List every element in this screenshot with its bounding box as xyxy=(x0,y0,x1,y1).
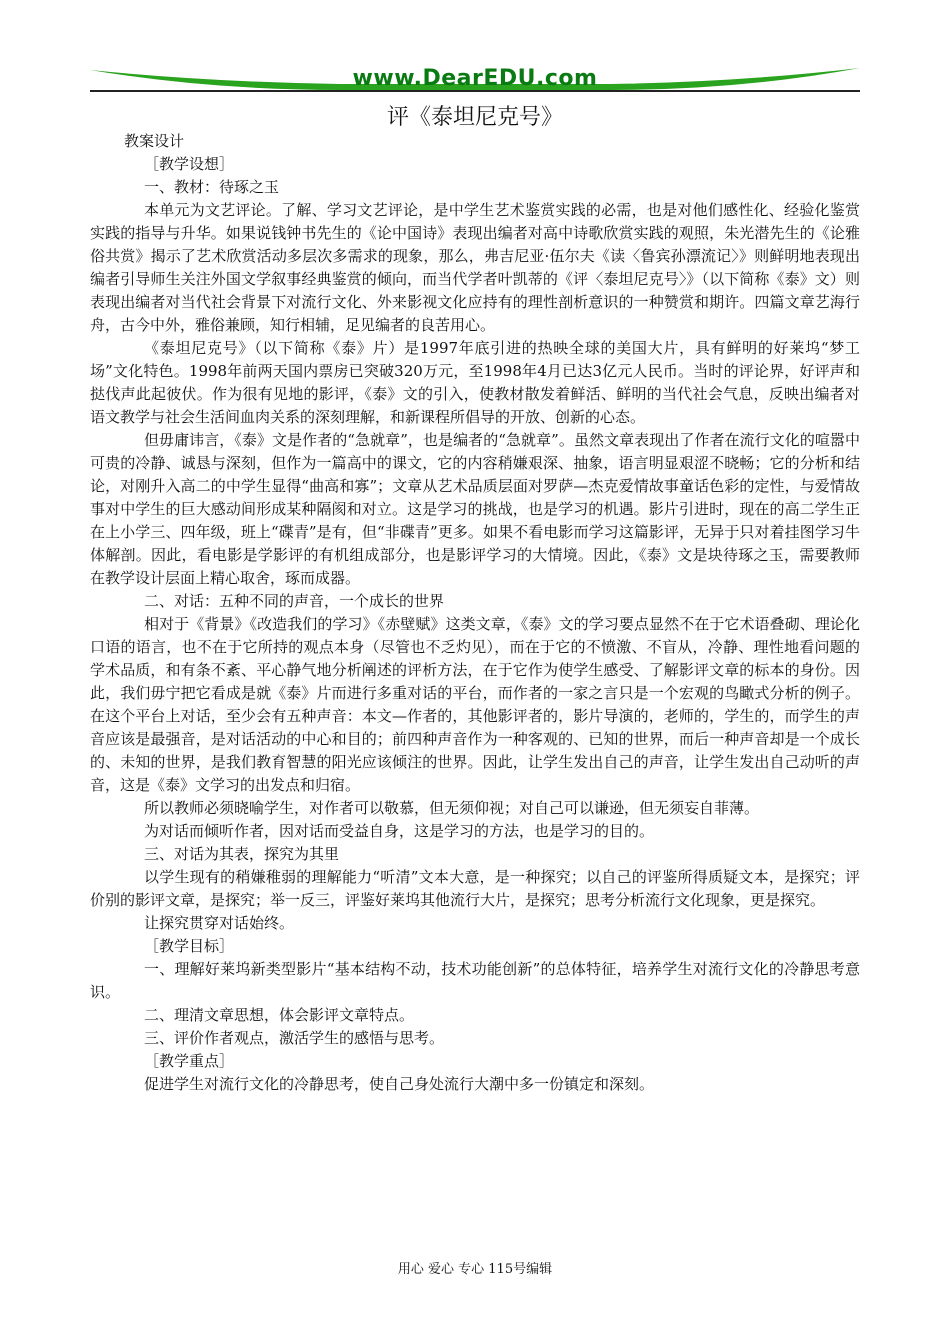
paragraph: 三、评价作者观点，激活学生的感悟与思考。 xyxy=(144,1029,445,1047)
paragraph: ［教学设想］ xyxy=(144,155,235,173)
paragraph: ［教学重点］ xyxy=(144,1052,235,1070)
section-label: 教案设计 xyxy=(124,132,185,150)
paragraph: 但毋庸讳言，《泰》文是作者的“急就章”，也是编者的“急就章”。虽然文章表现出了作者在流行文化的喧嚣中可贵的冷静、诚恳与深刻，但作为一篇高中的课文，它的内容稍嫌艰深、抽象，语言明显艰涩不晓畅；它的分析和结论，对刚升入高二的中学生显得“曲高和寡”；文章从艺术品质层面对罗萨—杰克爱情故事童话色彩的定性，与爱情故事对中学生的巨大感动间形成某种隔阂和对立。这是学习的挑战，也是学习的机遇。影片引进时，现在的高二学生正在上小学三、四年级，班上“碟青”是有，但“非碟青”更多。如果不看电影而学习这篇影评，无异于只对着挂图学习牛体解剖。因此，看电影是学影评的有机组成部分，也是影评学习的大情境。因此，《泰》文是块待琢之玉，需要教师在教学设计层面上精心取舍，琢而成器。 xyxy=(90,431,860,587)
paragraph: 让探究贯穿对话始终。 xyxy=(144,914,295,932)
paragraph: 为对话而倾听作者，因对话而受益自身，这是学习的方法，也是学习的目的。 xyxy=(144,822,655,840)
paragraph: 一、理解好莱坞新类型影片“基本结构不动，技术功能创新”的总体特征，培养学生对流行文化的冷静思考意识。 xyxy=(90,960,860,1001)
paragraph: 三、对话为其表，探究为其里 xyxy=(144,845,340,863)
paragraph: ［教学目标］ xyxy=(144,937,235,955)
paragraph-list xyxy=(90,153,860,1096)
paragraph: 一、教材：待琢之玉 xyxy=(144,178,280,196)
document-title: 评《泰坦尼克号》 xyxy=(386,105,563,130)
paragraph: 《泰坦尼克号》（以下简称《泰》片）是1997年底引进的热映全球的美国大片，具有鲜明的好莱坞“梦工场”文化特色。1998年前两天国内票房已突破320万元，至1998年4月已达3亿元人民币。当时的评论界，好评声和挞伐声此起彼伏。作为很有见地的影评，《泰》文的引入，使教材散发着鲜活、鲜明的当代社会气息，反映出编者对语文教学与社会生活间血肉关系的深刻理解，和新课程所倡导的开放、创新的心态。 xyxy=(90,339,860,426)
document-body xyxy=(90,130,860,1096)
header-banner xyxy=(90,64,860,94)
paragraph: 二、理清文章思想，体会影评文章特点。 xyxy=(144,1006,415,1024)
paragraph: 以学生现有的稍嫌稚弱的理解能力“听清”文本大意，是一种探究；以自己的评鉴所得质疑文本，是探究；评价别的影评文章，是探究；举一反三，评鉴好莱坞其他流行大片，是探究；思考分析流行文化现象，更是探究。 xyxy=(90,868,860,909)
paragraph: 相对于《背景》《改造我们的学习》《赤壁赋》这类文章，《泰》文的学习要点显然不在于它术语叠砌、理论化口语的语言，也不在于它所持的观点本身（尽管也不乏灼见），而在于它的不愤激、不盲从，冷静、理性地看问题的学术品质，和有条不紊、平心静气地分析阐述的评析方法，在于它作为使学生感受、了解影评文章的标本的身份。因此，我们毋宁把它看成是就《泰》片而进行多重对话的平台，而作者的一家之言只是一个宏观的鸟瞰式分析的例子。在这个平台上对话，至少会有五种声音：本文—作者的，其他影评者的，影片导演的，老师的，学生的，而学生的声音应该是最强音，是对话活动的中心和目的；前四种声音作为一种客观的、已知的世界，而后一种声音却是一个成长的、未知的世界，是我们教育智慧的阳光应该倾注的世界。因此，让学生发出自己的声音，让学生发出自己动听的声音，这是《泰》文学习的出发点和归宿。 xyxy=(90,615,860,794)
paragraph: 促进学生对流行文化的冷静思考，使自己身处流行大潮中多一份镇定和深刻。 xyxy=(144,1075,655,1093)
page-footer: 用心 爱心 专心 115号编辑 xyxy=(397,1262,553,1277)
paragraph: 本单元为文艺评论。了解、学习文艺评论，是中学生艺术鉴赏实践的必需，也是对他们感性化、经验化鉴赏实践的指导与升华。如果说钱钟书先生的《论中国诗》表现出编者对高中诗歌欣赏实践的观照，朱光潜先生的《论雅俗共赏》揭示了艺术欣赏活动多层次多需求的现象，那么，弗吉尼亚·伍尔夫《读〈鲁宾孙漂流记〉》则鲜明地表现出编者引导师生关注外国文学叙事经典鉴赏的倾向，而当代学者叶凯蒂的《评〈泰坦尼克号〉》（以下简称《泰》文）则表现出编者对当代社会背景下对流行文化、外来影视文化应持有的理性剖析意识的一种赞赏和期许。四篇文章艺海行舟，古今中外，雅俗兼顾，知行相辅，足见编者的良苦用心。 xyxy=(90,201,860,334)
site-url-logo[interactable]: www.DearEDU.com xyxy=(352,66,598,91)
paragraph: 二、对话：五种不同的声音，一个成长的世界 xyxy=(144,592,445,610)
paragraph: 所以教师必须晓喻学生，对作者可以敬慕，但无须仰视；对自己可以谦逊，但无须妄自菲薄。 xyxy=(144,799,760,817)
